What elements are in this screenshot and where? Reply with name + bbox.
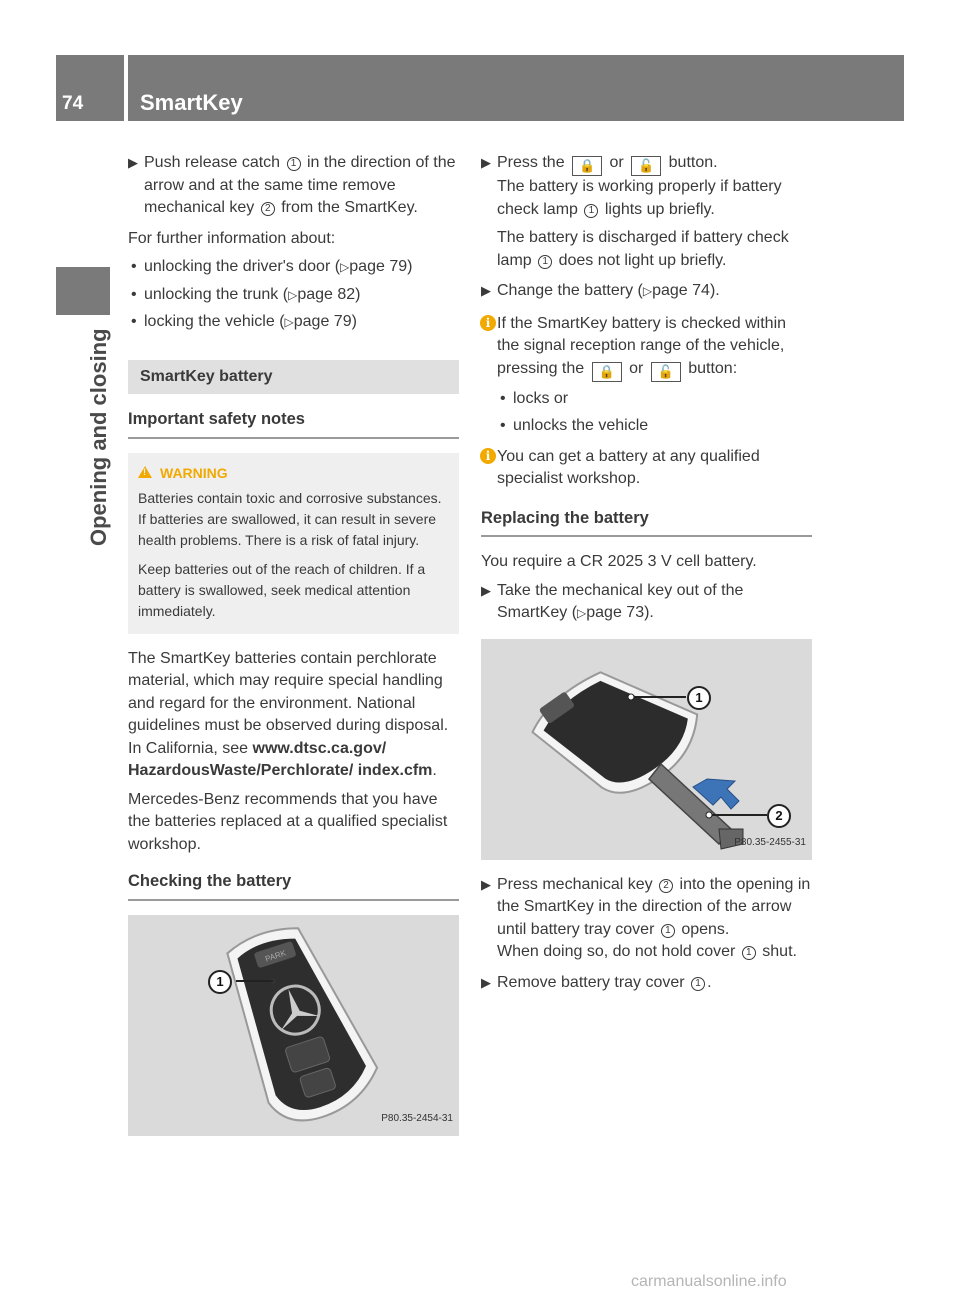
warning-text: Batteries contain toxic and corrosive substances. If batteries are swallowed, it can result in severe health problems. There is a risk of fatal injury. [138,489,442,548]
figure-callout-2: 2 [767,804,791,828]
replacing-heading: Replacing the battery [481,507,812,538]
warning-text: Keep batteries out of the reach of children. If a battery is swallowed, seek medical attention immediately. [138,560,426,619]
figure-callout-1: 1 [687,686,711,710]
page-ref-arrow-icon: ▷ [642,284,653,298]
key-button-label: PARK [264,947,288,964]
page-link[interactable]: page 82 [297,285,356,303]
step-arrow-icon: ▶ [481,582,491,598]
step-take-key-out: ▶ Take the mechanical key out of the SmartKey (▷page 73). [481,581,744,621]
warning-triangle-icon [138,466,152,478]
callout-ref-1: 1 [742,946,756,960]
watermark: carmanualsonline.info [631,1273,787,1290]
when-doing-text: When doing so, do not hold cover 1 shut. [497,943,797,960]
step-arrow-icon: ▶ [128,155,138,170]
step-press-button: ▶ Press the 🔒 or 🔓 button. [481,152,812,176]
recommend-text: Mercedes-Benz recommends that you have the batteries replaced at a qualified specialist workshop. [128,790,448,853]
lock-icon: 🔒 [572,156,602,176]
step-arrow-icon: ▶ [481,283,491,298]
page-link[interactable]: page 79 [349,258,408,275]
figure-code: P80.35-2455-31 [734,837,806,848]
step-change-battery: ▶ Change the battery (▷page 74). [481,280,812,303]
smartkey-open-illustration [481,639,812,860]
step-arrow-icon: ▶ [481,876,491,892]
side-tab-marker [56,267,110,315]
warning-box [128,453,459,634]
step-push-release-catch: ▶ Push release catch 1 in the direction of the arrow and at the same time remove mechanical key 2 from the SmartKey. [128,154,456,216]
page-ref-arrow-icon: ▷ [340,260,350,274]
further-info-text: For further information about: [128,229,336,247]
page-ref-arrow-icon: ▷ [577,606,587,620]
callout-ref-1: 1 [584,204,598,218]
info-note: i You can get a battery at any qualified specialist workshop. [481,446,812,491]
smartkey-illustration [128,915,459,1136]
checking-heading: Checking the battery [128,870,459,901]
list-item: • locks or [500,389,569,407]
info-note: i If the SmartKey battery is checked within the signal reception range of the vehicle, pressing the 🔒 or 🔓 button: [481,313,812,382]
step-press-mechanical-key: ▶ Press mechanical key 2 into the opening in the SmartKey in the direction of the arrow until battery tray cover 1 opens. [481,875,811,938]
step-arrow-icon: ▶ [481,974,491,990]
callout-ref-1: 1 [661,924,675,938]
list-item: • unlocking the driver's door (▷page 79) [131,258,413,275]
page-ref-arrow-icon: ▷ [288,287,298,302]
unlock-icon: 🔓 [631,156,661,176]
perchlorate-text: The SmartKey batteries contain perchlorate material, which may require special handling and regard for the environment. National guidelines must be observed during disposal. In California, see www.dtsc.ca.gov/ HazardousWaste/Perchlorate/ index.cfm. [128,649,449,779]
info-icon: i [480,448,496,464]
safety-heading: Important safety notes [128,408,459,439]
info-icon: i [480,315,496,331]
list-item: • unlocks the vehicle [500,417,649,434]
battery-working-text: The battery is working properly if battery check lamp 1 lights up briefly. [497,178,782,218]
dtsc-link[interactable]: www.dtsc.ca.gov/ HazardousWaste/Perchlorate/ index.cfm [128,739,433,779]
callout-ref-2: 2 [659,879,673,893]
figure-code: P80.35-2454-31 [381,1113,453,1124]
side-tab-label: Opening and closing [86,328,111,546]
section-title: SmartKey [140,90,243,115]
figure-callout-1: 1 [208,970,232,994]
page-link[interactable]: page 73 [586,604,645,621]
unlock-icon: 🔓 [651,362,681,382]
lock-icon: 🔒 [592,362,622,382]
figure-smartkey-battery-check [128,915,459,1136]
warning-title: !WARNING [138,463,451,484]
header-separator [124,55,128,121]
section-bar-heading: SmartKey battery [128,360,459,395]
right-column [481,152,812,1002]
battery-discharged-text: The battery is discharged if battery check lamp 1 does not light up briefly. [497,229,789,269]
step-remove-cover: ▶ Remove battery tray cover 1 . [481,972,812,995]
left-column [128,152,459,1136]
page-link[interactable]: page 79 [293,313,352,330]
step-arrow-icon: ▶ [481,155,491,170]
page-number: 74 [62,93,84,114]
list-item: • locking the vehicle (▷page 79) [131,313,357,330]
callout-ref-2: 2 [261,202,275,216]
require-text: You require a CR 2025 3 V cell battery. [481,553,757,570]
callout-ref-1: 1 [538,255,552,269]
list-item: • unlocking the trunk (▷page 82) [131,285,361,303]
page-ref-arrow-icon: ▷ [284,315,294,329]
callout-ref-1: 1 [691,977,705,991]
page-link[interactable]: page 74 [652,282,710,299]
callout-ref-1: 1 [287,157,301,171]
figure-smartkey-replace [481,639,812,860]
